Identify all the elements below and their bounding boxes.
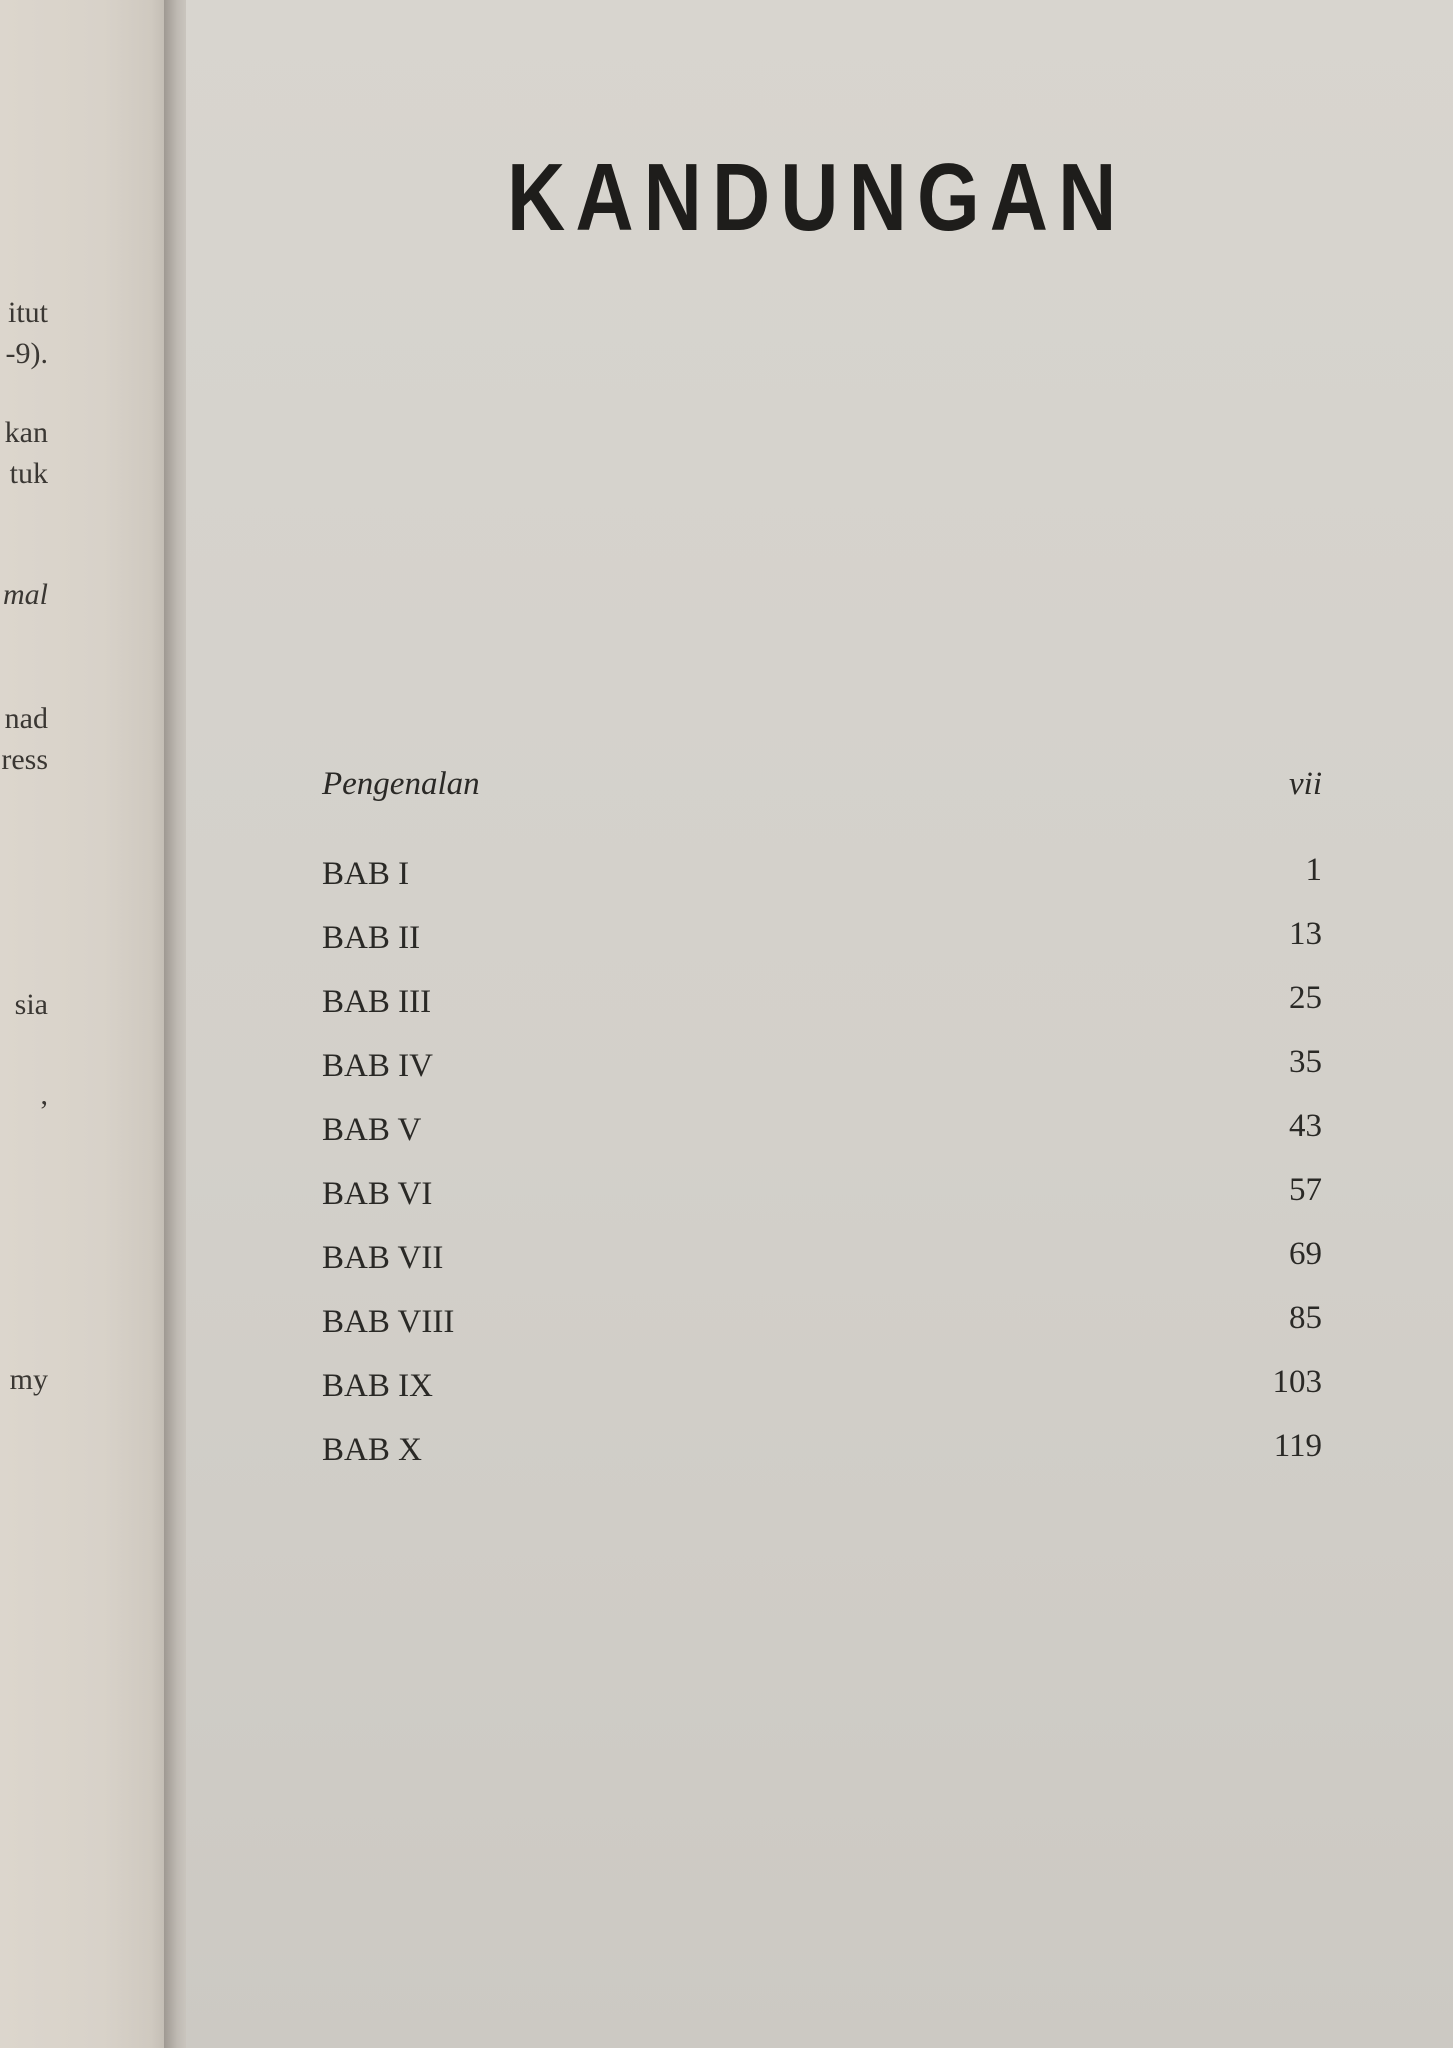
- left-page-text-fragment: my: [9, 1363, 48, 1396]
- toc-entry-label: BAB VII: [322, 1240, 444, 1276]
- toc-entry-label: BAB V: [322, 1112, 422, 1148]
- toc-entry-bab-ix: [322, 1354, 1322, 1418]
- facing-page-left: [0, 0, 172, 2048]
- toc-entry-label: BAB IX: [322, 1368, 433, 1404]
- toc-entry-bab-v: [322, 1098, 1322, 1162]
- toc-entry-bab-ii: [322, 906, 1322, 970]
- left-page-text-fragment: sia: [14, 988, 48, 1021]
- left-page-text-fragment: ress: [1, 743, 48, 776]
- toc-entry-label: BAB III: [322, 984, 432, 1020]
- toc-entry-label: Pengenalan: [322, 766, 480, 802]
- left-page-text-fragment: itut: [7, 296, 48, 329]
- toc-entry-label: BAB II: [322, 920, 421, 956]
- left-page-text-fragment: ,: [40, 1078, 48, 1111]
- toc-entry-page-number: 119: [1273, 1428, 1322, 1464]
- left-page-text-fragment: -9).: [5, 337, 48, 370]
- toc-entry-page-number: 1: [1305, 852, 1322, 888]
- toc-entry-bab-viii: [322, 1290, 1322, 1354]
- toc-entry-page-number: vii: [1289, 766, 1322, 802]
- toc-entry-label: BAB X: [322, 1432, 422, 1468]
- contents-page: [186, 0, 1453, 2048]
- toc-entry-page-number: 43: [1289, 1108, 1322, 1144]
- toc-entry-page-number: 57: [1289, 1172, 1322, 1208]
- toc-entry-label: BAB VI: [322, 1176, 433, 1212]
- toc-entry-page-number: 69: [1289, 1236, 1322, 1272]
- toc-entry-bab-vi: [322, 1162, 1322, 1226]
- toc-entry-bab-x: [322, 1418, 1322, 1482]
- page-title: KANDUNGAN: [507, 144, 1127, 251]
- toc-entry-bab-i: [322, 842, 1322, 906]
- toc-entry-bab-iii: [322, 970, 1322, 1034]
- toc-entry-page-number: 25: [1289, 980, 1322, 1016]
- left-page-text-fragment: mal: [3, 578, 48, 611]
- left-page-text-fragment: kan: [4, 416, 48, 449]
- toc-entry-page-number: 85: [1289, 1300, 1322, 1336]
- table-of-contents: [322, 760, 1322, 1482]
- toc-entry-bab-iv: [322, 1034, 1322, 1098]
- toc-entry-label: BAB I: [322, 856, 410, 892]
- toc-entry-label: BAB IV: [322, 1048, 433, 1084]
- toc-entry-page-number: 35: [1289, 1044, 1322, 1080]
- left-page-text-fragment: nad: [4, 702, 48, 735]
- toc-entry-label: BAB VIII: [322, 1304, 455, 1340]
- toc-entry-page-number: 13: [1289, 916, 1322, 952]
- toc-entry-bab-vii: [322, 1226, 1322, 1290]
- left-page-text-fragment: tuk: [9, 457, 48, 490]
- toc-entry-pengenalan: [322, 760, 1322, 842]
- toc-entry-page-number: 103: [1272, 1364, 1322, 1400]
